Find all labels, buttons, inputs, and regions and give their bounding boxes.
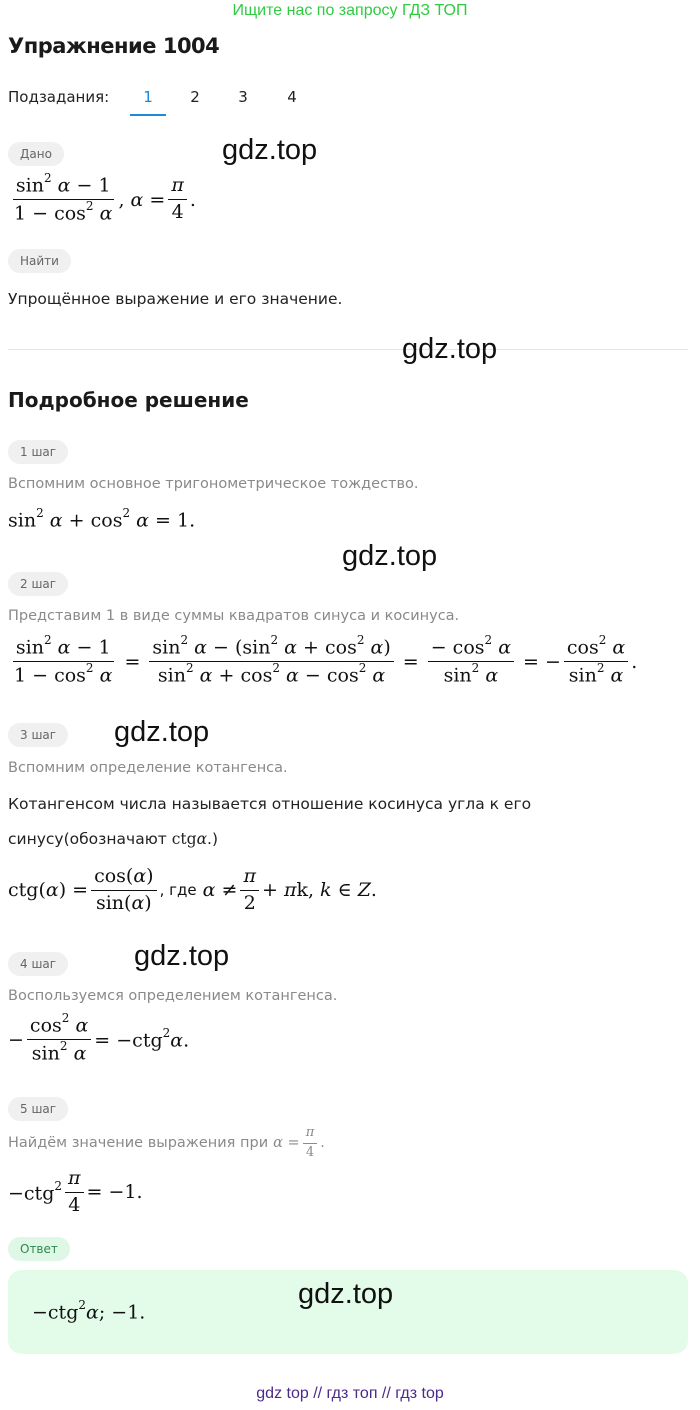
subtasks-nav [8,88,308,118]
step-1-badge: 1 шаг [8,440,68,464]
step-4-badge: 4 шаг [8,952,68,976]
step-5-badge: 5 шаг [8,1097,68,1121]
answer-value: −ctg$^2$α; −1. [32,1298,146,1324]
tab-4[interactable]: 4 [287,88,297,106]
footer-links[interactable]: gdz top // гдз топ // гдз top [256,1385,444,1402]
step-5-hint: Найдём значение выражения при α = $\frac{\pi}{4}$ . [8,1125,325,1160]
active-tab-indicator [130,114,166,116]
step-3-definition: Котангенсом числа называется отношение косинуса угла к его [8,795,532,813]
step-4-hint: Воспользуемся определением котангенса. [8,988,338,1004]
step-2-formula: $\frac{\sin^2 \alpha - 1}{1 - \cos^2 \alpha}$ = $\frac{\sin^2 \alpha - (\sin^2 \alpha + \cos^2 \alpha)}{\sin^2 \alpha + \cos^2 \alpha - \cos^2 \alpha}$ = $\frac{- \cos^2 \alpha}{\sin^2 \alpha}$ = − $\frac{\cos^2 \alpha}{\sin^2 \alpha}$ . [14,633,638,687]
find-badge: Найти [8,249,71,273]
find-text: Упрощённое выражение и его значение. [8,290,343,308]
step-1-hint: Вспомним основное тригонометрическое тождество. [8,476,419,492]
divider [8,349,688,350]
given-fraction: $\frac{\sin^2 \alpha - 1}{1 - \cos^2 \alpha}$ [14,171,113,225]
subtasks-label: Подзадания: [8,88,110,106]
tab-2[interactable]: 2 [190,88,200,106]
step-2-badge: 2 шаг [8,572,68,596]
step-3-formula: ctg(α) = $\frac{\cos(\alpha)}{\sin(\alpha)}$ , где α ≠ $\frac{\pi}{2}$ + πk, k ∈ Z. [8,865,377,914]
top-banner[interactable]: Ищите нас по запросу ГДЗ ТОП [232,2,468,19]
watermark: gdz.top [222,134,318,166]
step-5-formula: −ctg$^2$ $\frac{\pi}{4}$ = −1. [8,1167,143,1216]
step-2-hint: Представим 1 в виде суммы квадратов синуса и косинуса. [8,608,460,624]
step-3-badge: 3 шаг [8,723,68,747]
watermark: gdz.top [342,540,438,572]
step-1-formula: $\sin^2 \alpha + \cos^2 \alpha = 1$. [8,506,196,532]
answer-badge: Ответ [8,1237,70,1261]
step-3-hint: Вспомним определение котангенса. [8,760,288,776]
watermark: gdz.top [114,716,210,748]
given-badge: Дано [8,142,64,166]
tab-3[interactable]: 3 [238,88,248,106]
watermark: gdz.top [402,333,498,365]
page-title: Упражнение 1004 [8,34,220,58]
watermark: gdz.top [298,1278,394,1310]
step-4-formula: − $\frac{\cos^2 \alpha}{\sin^2 \alpha}$ = −ctg$^2$α. [8,1011,190,1065]
step-3-definition-cont: синусу(обозначают ctgα.) [8,830,219,848]
answer-box [8,1270,688,1354]
watermark: gdz.top [134,940,230,972]
tab-1[interactable]: 1 [143,88,153,106]
given-expression: $\frac{\sin^2 \alpha - 1}{1 - \cos^2 \alpha}$ , α = $\frac{\pi}{4}$ . [8,174,196,225]
solution-title: Подробное решение [8,388,249,412]
